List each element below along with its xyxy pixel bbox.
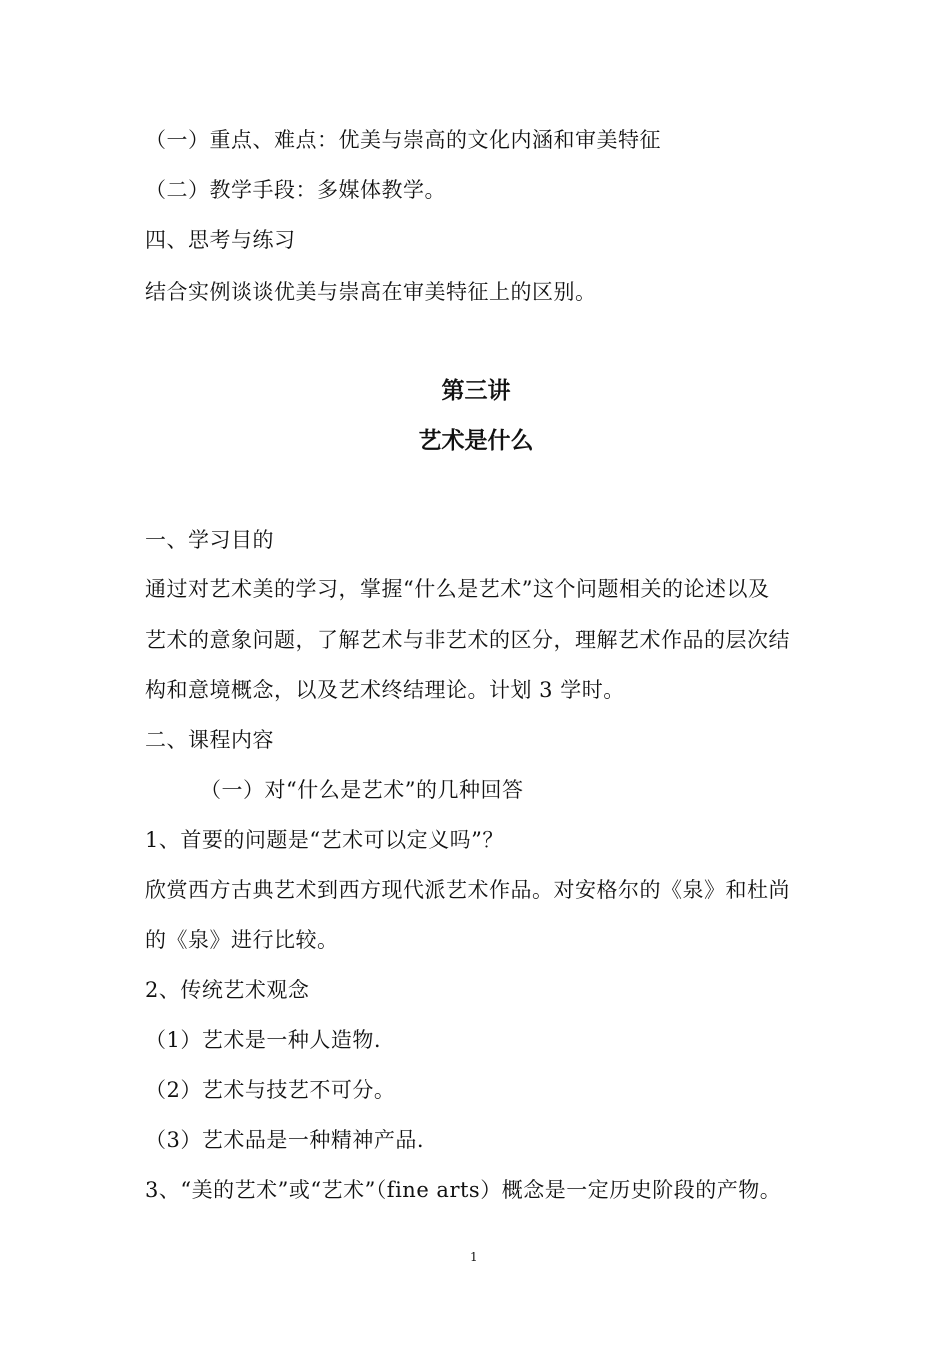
question-1: 1、首要的问题是“艺术可以定义吗”？ (145, 828, 504, 852)
comparison-text-1: 欣赏西方古典艺术到西方现代派艺术作品。对安格尔的《泉》和杜尚 (145, 878, 790, 902)
learning-goal-text-3: 构和意境概念，以及艺术终结理论。计划 3 学时。 (145, 678, 625, 702)
focus-difficulty-line: （一）重点、难点：优美与崇高的文化内涵和审美特征 (145, 128, 661, 152)
question-3: 3、“美的艺术”或“艺术”（fine arts）概念是一定历史阶段的产物。 (145, 1178, 782, 1202)
lecture-number: 第三讲 (441, 378, 511, 404)
course-content-heading: 二、课程内容 (145, 728, 274, 752)
learning-goal-text-1: 通过对艺术美的学习，掌握“什么是艺术”这个问题相关的论述以及 (145, 577, 770, 601)
exercise-text: 结合实例谈谈优美与崇高在审美特征上的区别。 (145, 280, 597, 304)
list-item-1: （1）艺术是一种人造物. (145, 1028, 382, 1052)
teaching-method-line: （二）教学手段：多媒体教学。 (145, 178, 446, 202)
question-2: 2、传统艺术观念 (145, 978, 310, 1002)
subsection-heading: （一）对“什么是艺术”的几种回答 (200, 778, 524, 802)
page-number: 1 (470, 1250, 478, 1264)
list-item-2: （2）艺术与技艺不可分。 (145, 1078, 396, 1102)
exercise-heading: 四、思考与练习 (145, 228, 296, 252)
lecture-title: 艺术是什么 (418, 428, 534, 454)
comparison-text-2: 的《泉》进行比较。 (145, 928, 339, 952)
learning-goal-text-2: 艺术的意象问题，了解艺术与非艺术的区分，理解艺术作品的层次结 (145, 628, 790, 652)
learning-goal-heading: 一、学习目的 (145, 528, 274, 552)
list-item-3: （3）艺术品是一种精神产品. (145, 1128, 425, 1152)
